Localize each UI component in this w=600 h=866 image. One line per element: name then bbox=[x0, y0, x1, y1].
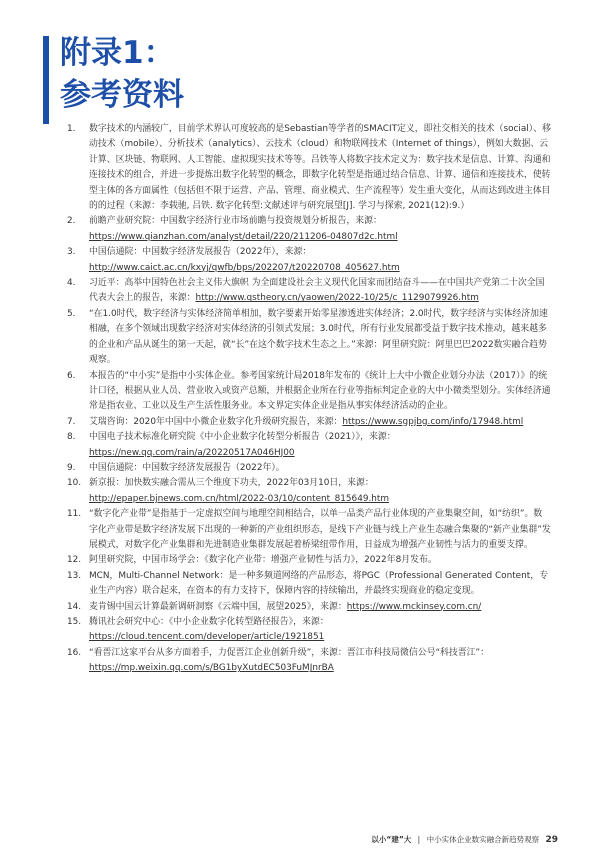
reference-link[interactable]: https://www.qianzhan.com/analyst/detail/220/211206-04807d2c.html bbox=[89, 231, 398, 242]
reference-number: 13. bbox=[67, 570, 82, 581]
reference-list bbox=[67, 122, 551, 677]
reference-text: 中国信通院：中国数字经济发展报告（2022年），来源： bbox=[89, 247, 312, 258]
reference-text: 习近平：高举中国特色社会主义伟大旗帜 为全面建设社会主义现代化国家而团结奋斗——在中国共产党第二十次全国代表大会上的报告，来源： bbox=[89, 278, 545, 304]
reference-number: 12. bbox=[67, 555, 82, 566]
reference-item bbox=[67, 245, 551, 276]
reference-number: 15. bbox=[67, 617, 82, 627]
reference-link[interactable]: https://www.mckinsey.com.cn/ bbox=[346, 601, 482, 612]
reference-number: 2. bbox=[67, 216, 76, 227]
reference-item bbox=[67, 600, 551, 615]
reference-number: 16. bbox=[67, 647, 82, 658]
reference-text: “看晋江这家平台从多方面着手，力促晋江企业创新升级”，来源：晋江市科技局微信公号“科技晋江”： bbox=[89, 647, 490, 658]
reference-text: 中国电子技术标准化研究院《中小企业数字化转型分析报告（2021）》，来源： bbox=[89, 432, 396, 443]
reference-link[interactable]: https://new.qq.com/rain/a/20220517A046HJ00 bbox=[89, 447, 295, 458]
reference-number: 3. bbox=[67, 247, 76, 258]
reference-number: 9. bbox=[67, 462, 76, 473]
reference-link[interactable]: https://www.sgpjbg.com/info/17948.html bbox=[342, 416, 524, 427]
reference-number: 1. bbox=[67, 124, 76, 134]
reference-text: 前瞻产业研究院：中国数字经济行业市场前瞻与投资规划分析报告，来源： bbox=[89, 216, 382, 227]
reference-text: 本报告的“中小实”是指中小实体企业。参考国家统计局2018年发布的《统计上大中小微企业划分办法（2017）》的统计口径，根据从业人员、营业收入或资产总额，并根据企业所在行业等指标判定企业的大中小微类型划分。实体经济通常是指农业、工业以及生产生活性服务业。本文界定实体企业是指从事实体经济活动的企业。 bbox=[89, 370, 551, 412]
footer-slogan: 以小“建”大 bbox=[371, 835, 412, 844]
reference-text: 中国信通院：中国数字经济发展报告（2022年）。 bbox=[89, 462, 285, 473]
reference-item bbox=[67, 569, 551, 600]
reference-number: 10. bbox=[67, 478, 82, 489]
page-footer bbox=[371, 834, 558, 845]
footer-separator: | bbox=[417, 835, 421, 844]
reference-text: “在1.0时代，数字经济与实体经济简单相加，数字要素开始零星渗透进实体经济；2.0时代，数字经济与实体经济加速相融，在多个领域出现数字经济对实体经济的引领式发展；3.0时代，所有行业发展都受益于数字技术推动，越来越多的企业和产品从诞生的第一天起，就“长”在这个数字技术生态之上。”来源：阿里研究院：阿里巴巴2022数实融合趋势观察。 bbox=[89, 308, 548, 366]
reference-item bbox=[67, 276, 551, 307]
reference-text: 阿里研究院，中国市场学会：《数字化产业带：增强产业韧性与活力》，2022年8月发布。 bbox=[89, 555, 437, 566]
reference-number: 11. bbox=[67, 509, 82, 520]
reference-number: 8. bbox=[67, 432, 76, 443]
reference-item bbox=[67, 461, 551, 476]
reference-item bbox=[67, 214, 551, 245]
reference-text: 新京报：加快数实融合需从三个维度下功夫，2022年03月10日，来源： bbox=[89, 478, 374, 489]
reference-item bbox=[67, 646, 551, 677]
reference-text: MCN，Multi-Channel Network：是一种多频道网络的产品形态，将PGC（Professional Generated Content，专业生产内容）联合起来，在资本的有力支持下，保障内容的持续输出，并最终实现商业的稳定变现。 bbox=[89, 570, 548, 597]
reference-item bbox=[67, 553, 551, 568]
reference-number: 4. bbox=[67, 278, 76, 289]
reference-number: 7. bbox=[67, 416, 76, 427]
reference-item bbox=[67, 430, 551, 461]
reference-item bbox=[67, 615, 551, 646]
page-number: 29 bbox=[545, 835, 558, 845]
reference-link[interactable]: http://epaper.bjnews.com.cn/html/2022-03/10/content_815649.htm bbox=[89, 493, 390, 504]
reference-text: “数字化产业带”是指基于一定虚拟空间与地理空间相结合，以单一品类产品行业体现的产业集聚空间，如“纺织”。数字化产业带是数字经济发展下出现的一种新的产业组织形态，是线下产业链与线上产业生态融合集聚的“新产业集群”发展模式，对数字化产业集群和先进制造业集群发展起着桥梁纽带作用，日益成为增强产业韧性与活力的重要支撑。 bbox=[89, 509, 551, 550]
page-title bbox=[60, 32, 184, 116]
reference-item bbox=[67, 507, 551, 553]
reference-item bbox=[67, 307, 551, 369]
reference-item bbox=[67, 122, 551, 214]
reference-link[interactable]: http://www.caict.ac.cn/kxyj/qwfb/bps/202207/t20220708_405627.htm bbox=[89, 262, 400, 273]
page-title-line-1: 附录1： bbox=[60, 35, 175, 71]
page-title-line-2: 参考资料 bbox=[60, 77, 184, 113]
reference-item bbox=[67, 476, 551, 507]
reference-text: 麦肯锡中国云计算最新调研洞察《云端中国，展望2025》，来源： bbox=[89, 601, 347, 612]
reference-text: 数字技术的内涵较广，目前学术界认可度较高的是Sebastian等学者的SMACIT定义，即社交相关的技术（social）、移动技术（mobile）、分析技术（analytics）、云技术（cloud）和物联网技术（Internet of things），例如大数据、云计算、区块链、物联网、人工智能、虚拟现实技术等等。吕铁等人将数字技术定义为：数字技术是信息、计算、沟通和连接技术的组合，并进一步提炼出数字化转型的概念，即数字化转型是指通过结合信息、计算、通信和连接技术，使转型主体的各方面属性（包括但不限于运营、产品、管理、商业模式、生产流程等）发生重大变化，从而达到改进主体目的的过程（来源：李载驰, 吕铁. 数字化转型:文献述评与研究展望[J]. 学习与探索, 2021(12):9.） bbox=[89, 124, 551, 212]
reference-number: 14. bbox=[67, 601, 82, 612]
reference-item bbox=[67, 369, 551, 415]
title-accent-bar bbox=[43, 36, 49, 124]
reference-link[interactable]: https://cloud.tencent.com/developer/article/1921851 bbox=[89, 632, 325, 643]
reference-text: 腾讯社会研究中心：《中小企业数字化转型路径报告》，来源： bbox=[89, 617, 329, 627]
reference-number: 6. bbox=[67, 370, 76, 381]
reference-text: 艾瑞咨询：2020年中国中小微企业数字化升级研究报告，来源： bbox=[89, 416, 343, 427]
reference-link[interactable]: https://mp.weixin.qq.com/s/BG1byXutdEC503FuMJnrBA bbox=[89, 663, 334, 674]
footer-report-title: 中小实体企业数实融合新趋势观察 bbox=[426, 835, 540, 844]
reference-number: 5. bbox=[67, 308, 76, 319]
reference-link[interactable]: http://www.qstheory.cn/yaowen/2022-10/25/c_1129079926.htm bbox=[195, 293, 479, 304]
reference-item bbox=[67, 415, 551, 430]
